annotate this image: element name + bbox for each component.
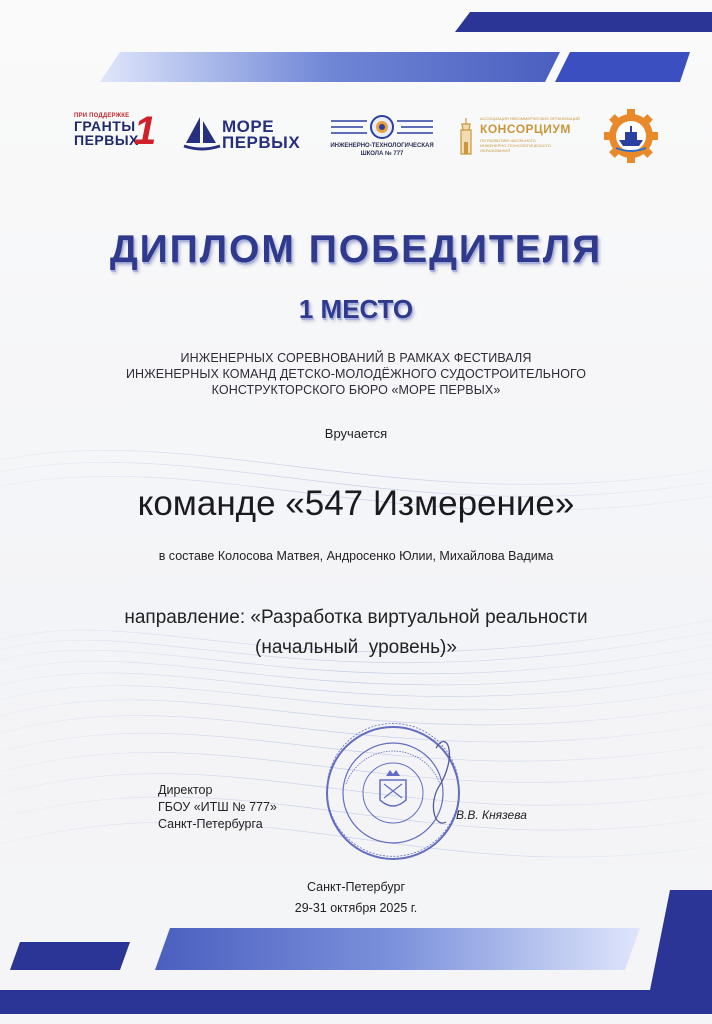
description-line2: ИНЖЕНЕРНЫХ КОМАНД ДЕТСКО-МОЛОДЁЖНОГО СУДОСТРОИТЕЛЬНОГО bbox=[125, 367, 587, 381]
konsortsium-sub2: ИНЖЕНЕРНО-ТЕХНОЛОГИЧЕСКОГО bbox=[480, 143, 551, 148]
direction-line1: направление: «Разработка виртуальной реальности bbox=[124, 607, 588, 628]
direction-block bbox=[0, 603, 712, 663]
school-logo-line2: ШКОЛА № 777 bbox=[360, 151, 404, 157]
signer-name: В.В. Князева bbox=[456, 808, 527, 822]
grants-logo bbox=[74, 109, 174, 161]
description-line3: КОНСТРУКТОРСКОГО БЮРО «МОРЕ ПЕРВЫХ» bbox=[211, 383, 501, 397]
footer-city: Санкт-Петербург bbox=[306, 880, 406, 894]
description-line1: ИНЖЕНЕРНЫХ СОРЕВНОВАНИЙ В РАМКАХ ФЕСТИВАЛЯ bbox=[180, 351, 532, 365]
grants-logo-mark: 1 bbox=[134, 109, 157, 153]
konsortsium-name: КОНСОРЦИУМ bbox=[480, 122, 571, 136]
director-city: Санкт-Петербурга bbox=[158, 817, 263, 831]
school-logo-line1: ИНЖЕНЕРНО-ТЕХНОЛОГИЧЕСКАЯ bbox=[330, 143, 434, 149]
official-stamp bbox=[318, 718, 468, 868]
gear-ship-logo-icon bbox=[603, 108, 659, 164]
more-logo-line2: ПЕРВЫХ bbox=[222, 133, 301, 152]
top-decorative-bands bbox=[0, 0, 712, 100]
grants-logo-line2: ПЕРВЫХ bbox=[74, 132, 139, 148]
konsortsium-logo bbox=[456, 114, 586, 162]
director-block bbox=[158, 782, 277, 833]
director-title: Директор bbox=[158, 783, 213, 797]
place-label: 1 МЕСТО bbox=[298, 294, 414, 324]
more-logo-line1: МОРЕ bbox=[222, 117, 275, 136]
footer-block bbox=[0, 877, 712, 919]
more-pervyh-logo bbox=[182, 115, 317, 159]
team-members: в составе Колосова Матвея, Андросенко Юлии, Михайлова Вадима bbox=[158, 549, 554, 563]
grants-logo-line1: ГРАНТЫ bbox=[74, 118, 136, 134]
footer-date: 29-31 октября 2025 г. bbox=[294, 901, 418, 915]
diploma-title: ДИПЛОМ ПОБЕДИТЕЛЯ bbox=[109, 228, 603, 271]
director-org: ГБОУ «ИТШ № 777» bbox=[158, 800, 277, 814]
awarded-label: Вручается bbox=[324, 426, 388, 441]
school-777-logo bbox=[327, 113, 437, 163]
team-name: команде «547 Измерение» bbox=[137, 484, 575, 523]
direction-line2: (начальный уровень)» bbox=[255, 637, 457, 658]
konsortsium-top: АССОЦИАЦИЯ НЕКОММЕРЧЕСКИХ ОРГАНИЗАЦИЙ bbox=[480, 116, 580, 121]
konsortsium-sub3: ОБРАЗОВАНИЯ bbox=[480, 148, 511, 153]
grants-logo-caption: ПРИ ПОДДЕРЖКЕ bbox=[74, 113, 130, 119]
sailboat-icon bbox=[182, 115, 222, 153]
school-emblem-icon bbox=[327, 113, 437, 143]
konsortsium-sub1: ПО РАЗВИТИЮ ШКОЛЬНОГО bbox=[480, 138, 536, 143]
tower-icon bbox=[456, 118, 476, 156]
competition-description bbox=[0, 350, 712, 398]
